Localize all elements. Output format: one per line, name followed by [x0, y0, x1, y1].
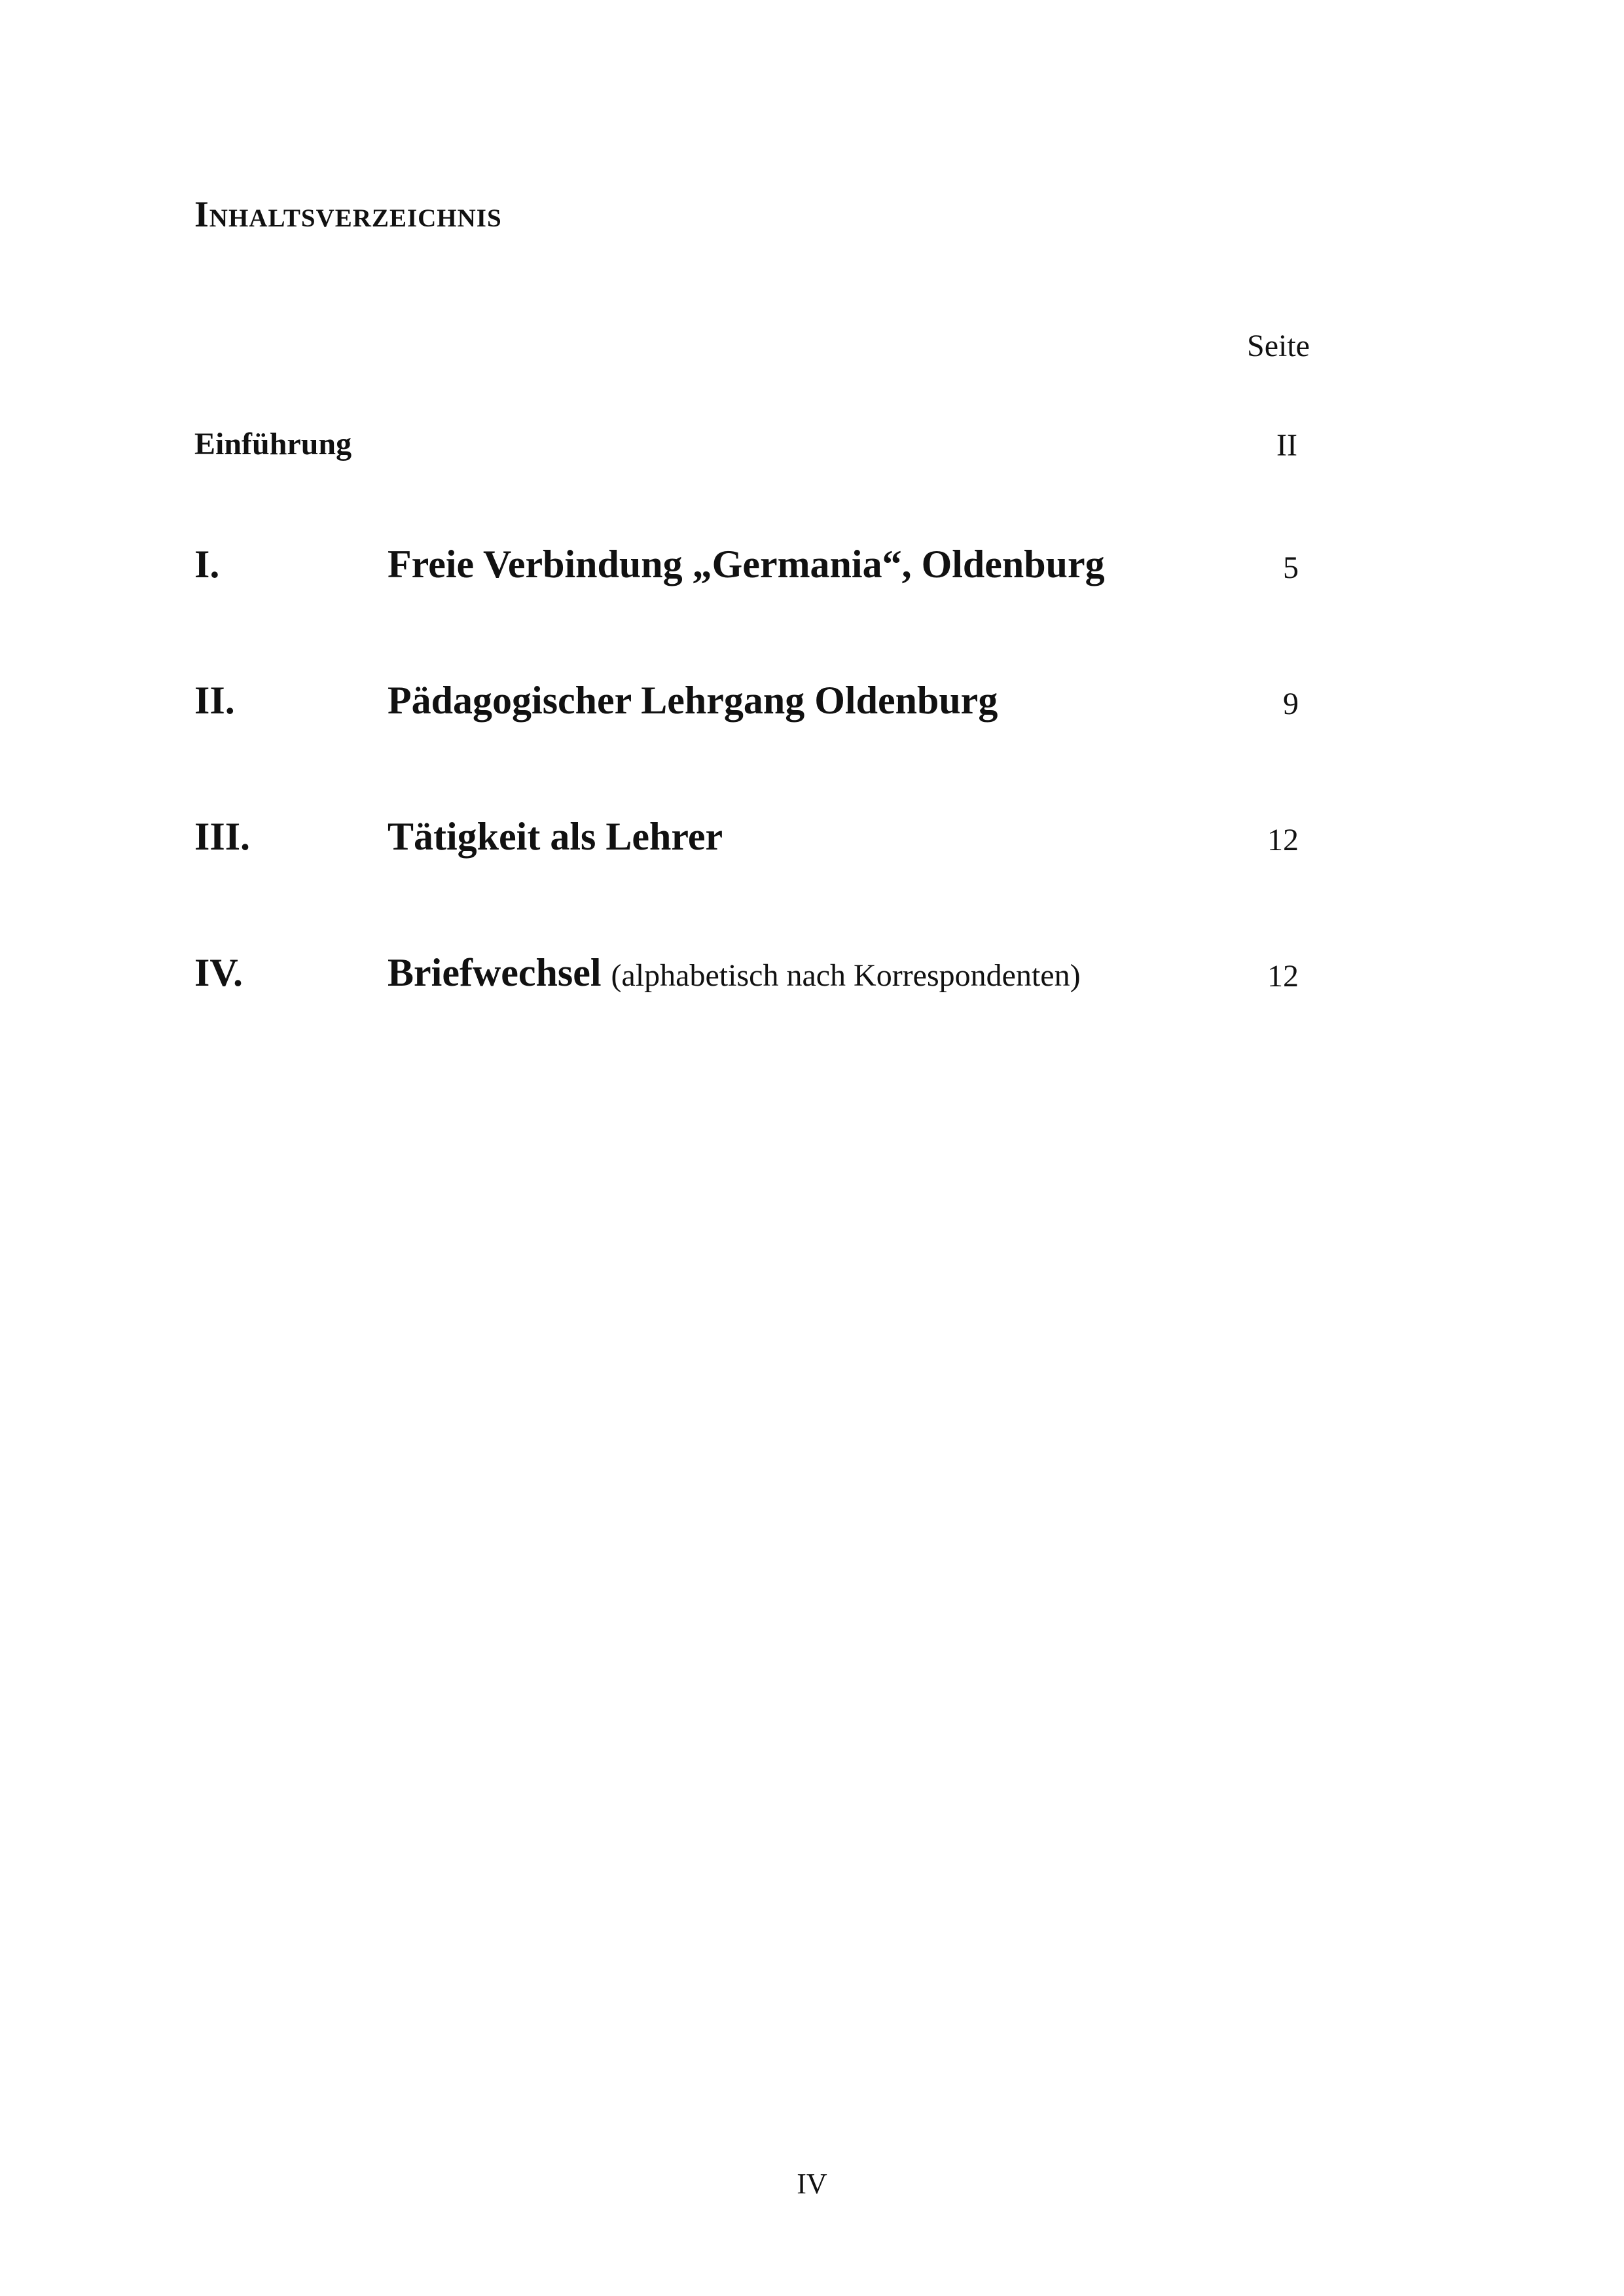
toc-entry-number: IV.	[194, 951, 243, 994]
toc-entry	[0, 953, 1624, 1012]
page-column-header: Seite	[1247, 329, 1310, 363]
toc-entry-title	[388, 817, 723, 856]
page-number: IV	[797, 2168, 827, 2200]
toc-entry-title	[388, 681, 998, 720]
page-title: Inhaltsverzeichnis	[194, 194, 502, 235]
toc-entry-number: III.	[194, 815, 251, 858]
toc-entry	[0, 681, 1624, 740]
toc-entry-title	[388, 953, 1081, 992]
toc-entry	[0, 817, 1624, 876]
toc-entry-title	[388, 545, 1105, 584]
toc-intro-label: Einführung	[194, 427, 352, 461]
toc-entry-page: 9	[1283, 687, 1299, 721]
toc-entry-page: 12	[1267, 823, 1299, 857]
toc-entry-title-text: Briefwechsel	[388, 951, 602, 994]
toc-entry-page: 5	[1283, 550, 1299, 585]
toc-entry-title-text: Pädagogischer Lehrgang Oldenburg	[388, 679, 998, 722]
toc-entry-title-text: Freie Verbindung „Germania“, Oldenburg	[388, 543, 1105, 586]
toc-intro-page: II	[1276, 428, 1297, 463]
toc-entry-number: II.	[194, 679, 235, 722]
toc-entry	[0, 545, 1624, 603]
toc-entry-page: 12	[1267, 959, 1299, 994]
toc-entry-number: I.	[194, 543, 220, 586]
toc-entry-title-text: Tätigkeit als Lehrer	[388, 815, 723, 858]
toc-entry-note: (alphabetisch nach Korrespondenten)	[611, 958, 1081, 993]
